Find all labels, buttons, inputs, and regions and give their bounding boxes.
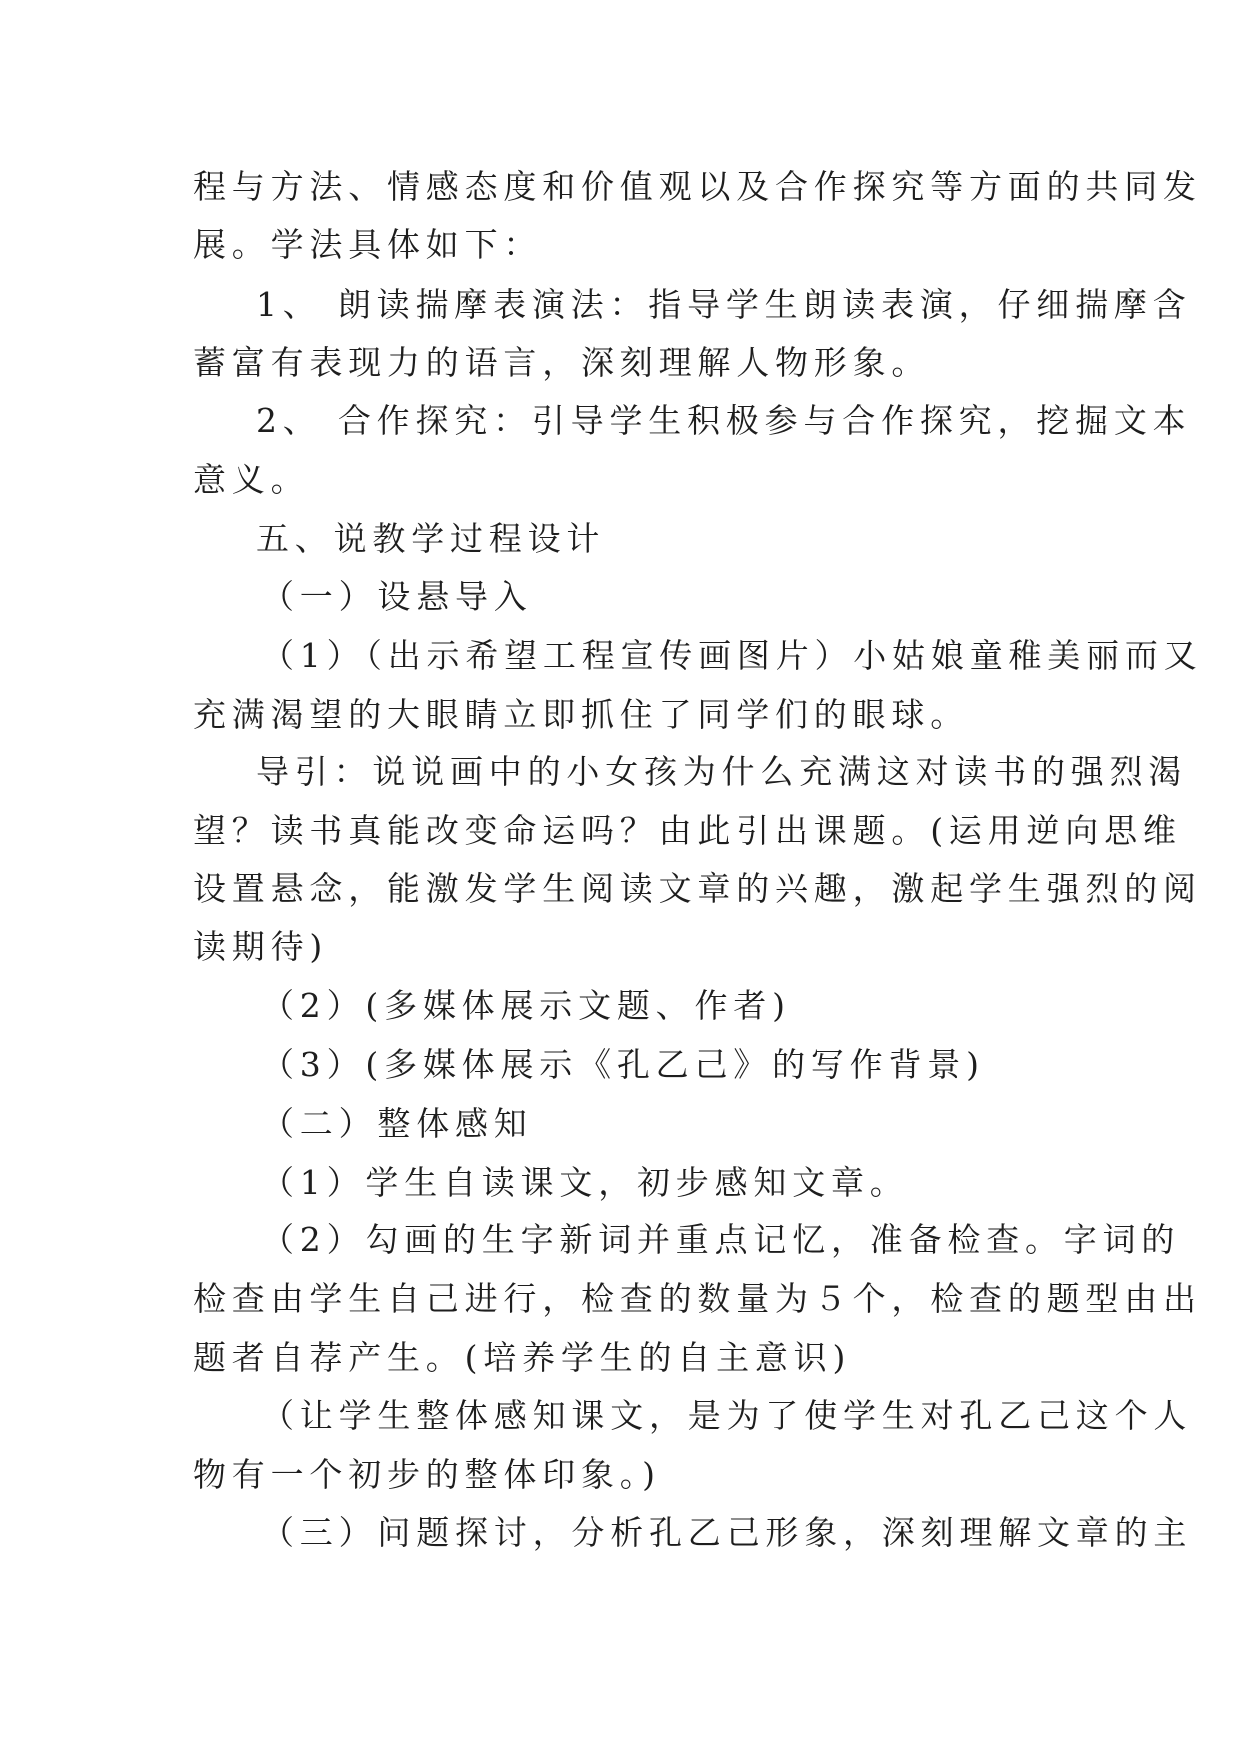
text-line: 望？读书真能改变命运吗？由此引出课题。(运用逆向思维 bbox=[193, 811, 1182, 850]
text-line: （1）（出示希望工程宣传画图片）小姑娘童稚美丽而又 bbox=[261, 636, 1203, 675]
text-line: 程与方法、情感态度和价值观以及合作探究等方面的共同发 bbox=[193, 167, 1202, 206]
subsection-heading: （二）整体感知 bbox=[261, 1104, 533, 1143]
text-line: 题者自荐产生。(培养学生的自主意识) bbox=[193, 1338, 852, 1377]
text-line: （1）学生自读课文，初步感知文章。 bbox=[261, 1163, 909, 1202]
text-line: 蓄富有表现力的语言，深刻理解人物形象。 bbox=[193, 343, 931, 382]
text-line: （2）(多媒体展示文题、作者) bbox=[261, 986, 791, 1025]
list-item: 1、 朗读揣摩表演法：指导学生朗读表演，仔细揣摩含 bbox=[256, 285, 1192, 324]
text-line: 检查由学生自己进行，检查的数量为５个，检查的题型由出 bbox=[193, 1279, 1202, 1318]
text-line: 意义。 bbox=[193, 460, 310, 499]
text-line: （让学生整体感知课文，是为了使学生对孔乙己这个人 bbox=[261, 1396, 1193, 1435]
text-line: 导引：说说画中的小女孩为什么充满这对读书的强烈渴 bbox=[256, 752, 1188, 791]
text-line: 读期待) bbox=[193, 927, 329, 966]
list-item: 2、 合作探究：引导学生积极参与合作探究，挖掘文本 bbox=[256, 401, 1192, 440]
text-line: （3）(多媒体展示《孔乙己》的写作背景) bbox=[261, 1045, 985, 1084]
text-line: （2）勾画的生字新词并重点记忆，准备检查。字词的 bbox=[261, 1220, 1181, 1259]
subsection-heading: （一）设悬导入 bbox=[261, 577, 533, 616]
text-line: 展。学法具体如下： bbox=[193, 225, 543, 264]
subsection-heading: （三）问题探讨，分析孔乙己形象，深刻理解文章的主 bbox=[261, 1513, 1193, 1552]
text-line: 物有一个初步的整体印象。) bbox=[193, 1455, 661, 1494]
text-line: 充满渴望的大眼睛立即抓住了同学们的眼球。 bbox=[193, 695, 969, 734]
section-heading: 五、说教学过程设计 bbox=[256, 519, 606, 558]
text-line: 设置悬念，能激发学生阅读文章的兴趣，激起学生强烈的阅 bbox=[193, 869, 1202, 908]
